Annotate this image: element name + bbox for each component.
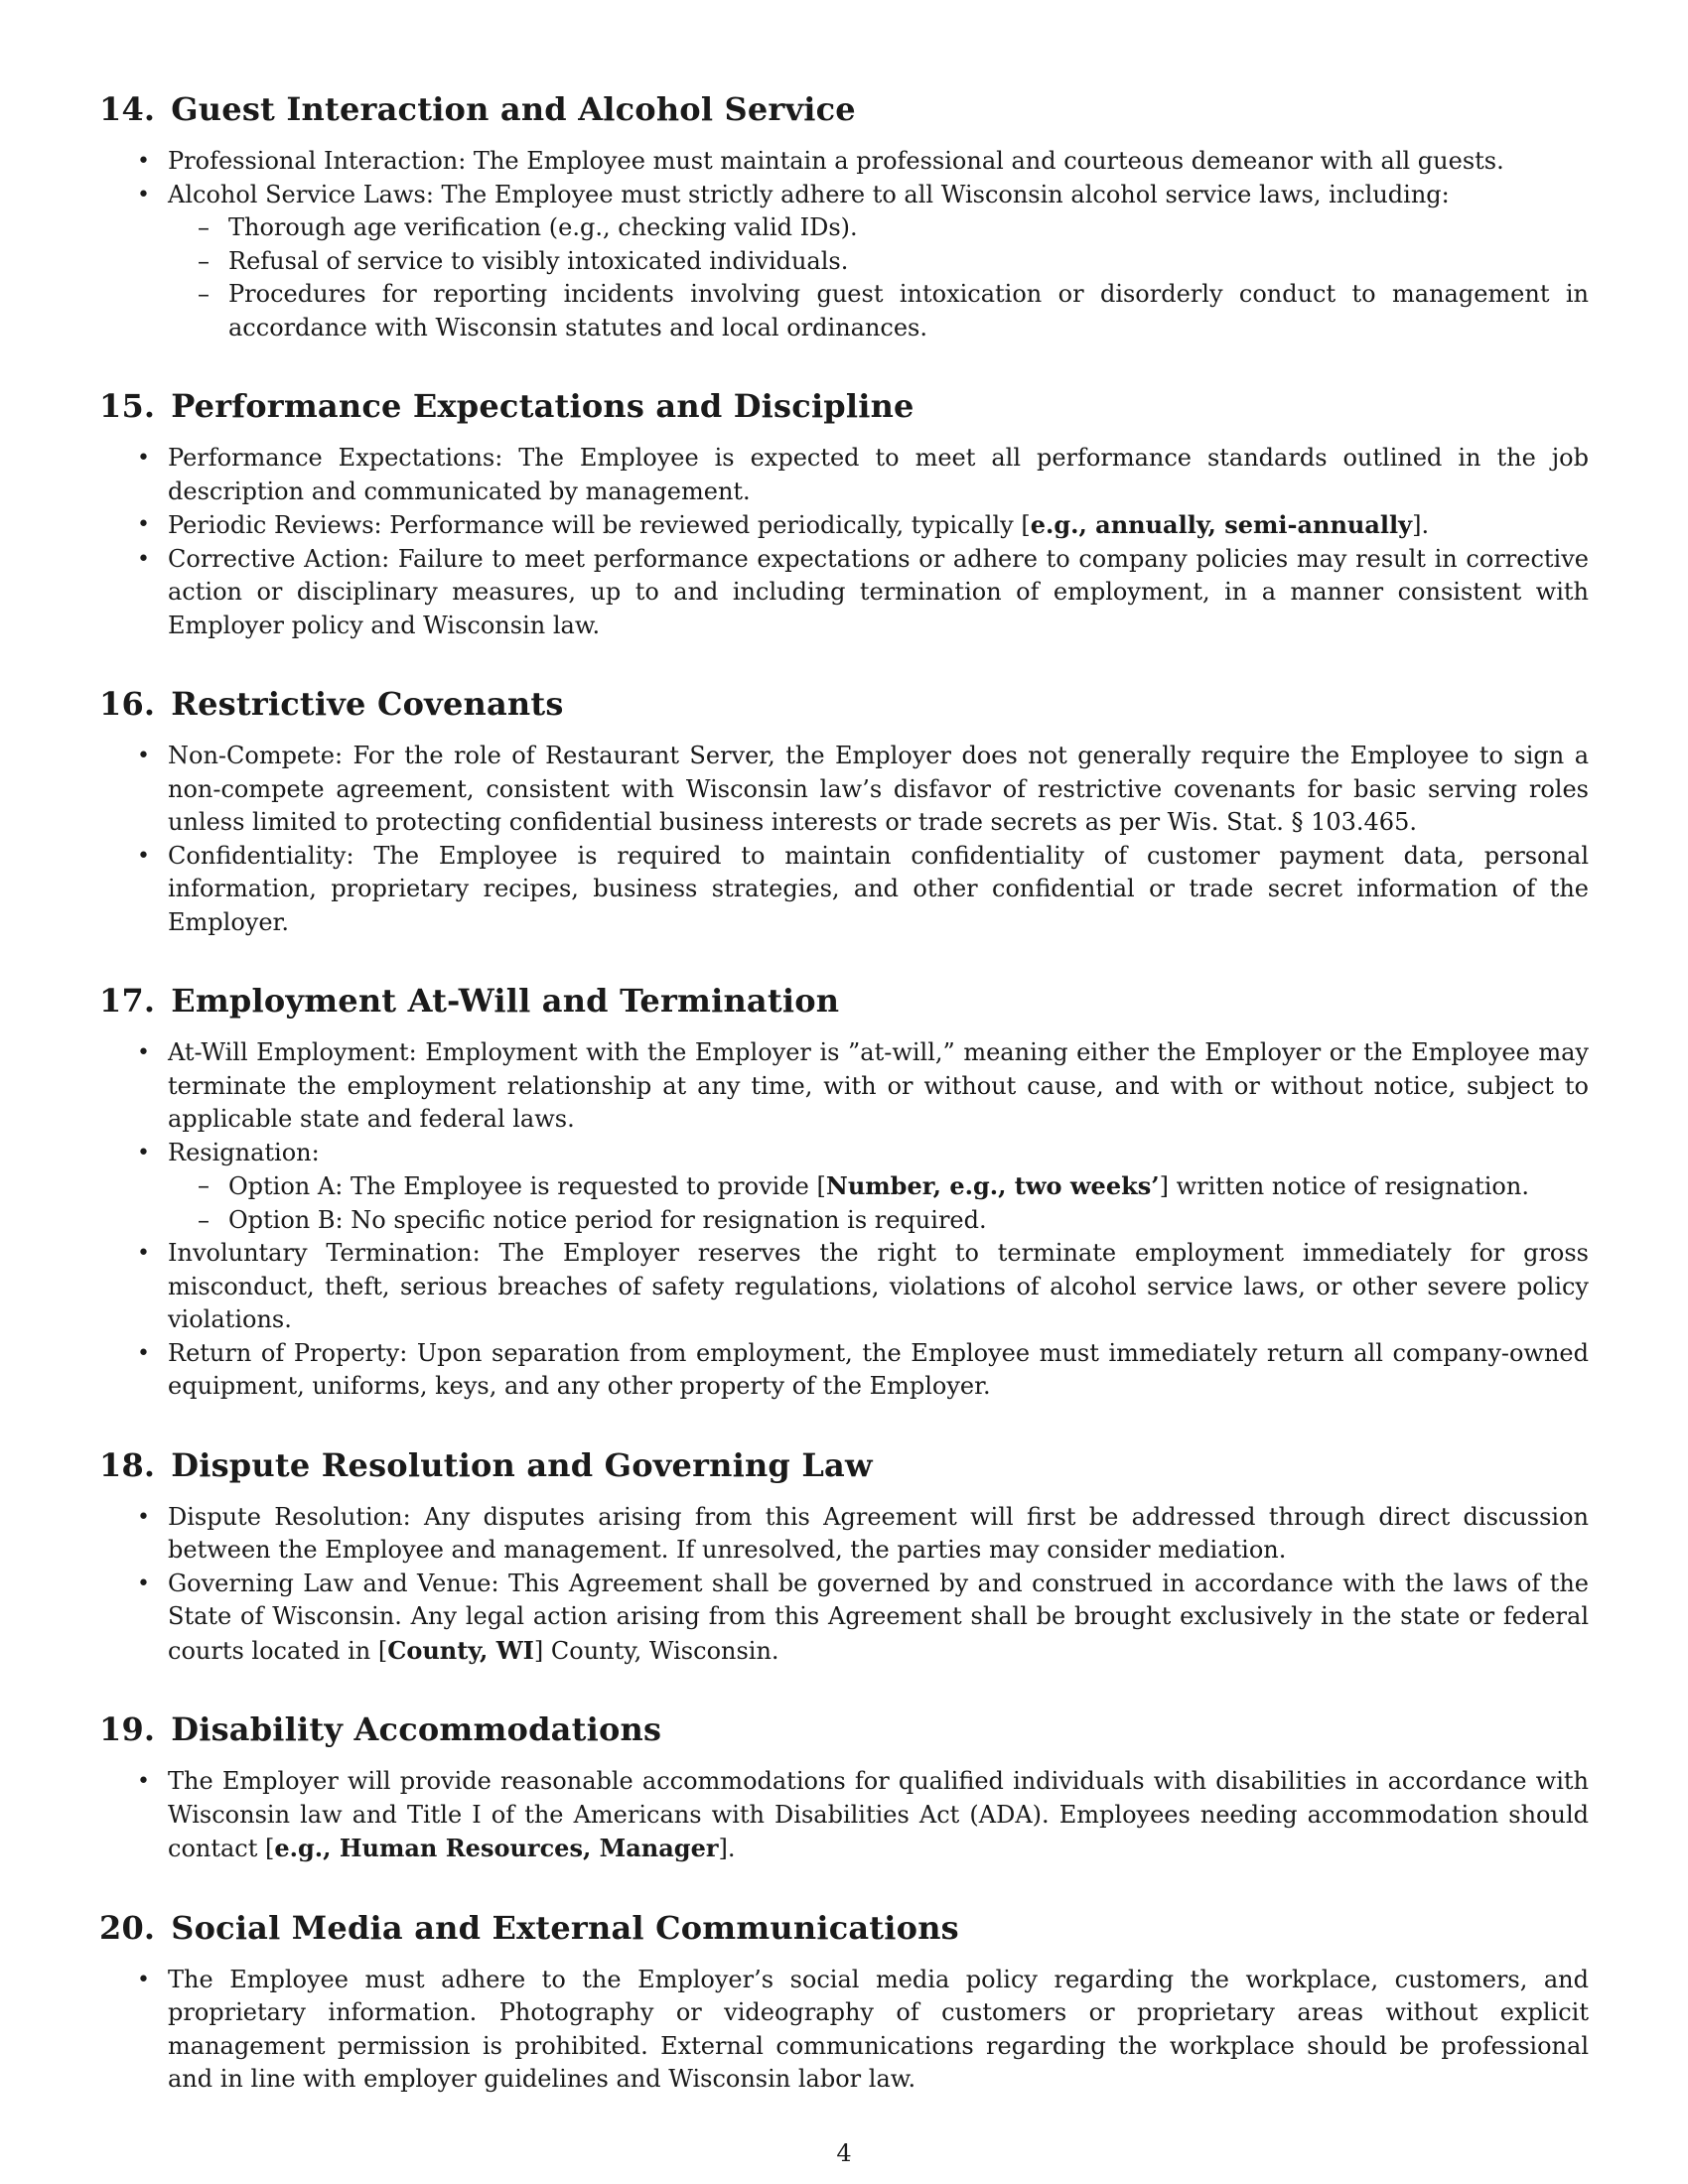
sub-list-item-text: ] written notice of resignation. (1159, 1172, 1529, 1200)
list-item-text: Resignation: (168, 1138, 320, 1166)
list-item-text: The Employer will provide reasonable accommodations for qualified individuals with disabilities in accordance with Wisconsin law and Title I of the Americans with Disabilities Act (ADA). Employees needing accommodation should contact [ (168, 1767, 1589, 1862)
section-title: Guest Interaction and Alcohol Service (171, 90, 856, 128)
section-title: Performance Expectations and Discipline (171, 387, 914, 425)
section-number: 19. (99, 1710, 156, 1748)
bullet-list (99, 1964, 1589, 2097)
list-item-text: Involuntary Termination: The Employer reserves the right to terminate employment immediately for gross misconduct, theft, serious breaches of safety regulations, violations of alcohol service laws, or other severe policy violations. (168, 1239, 1589, 1333)
list-item (99, 1237, 1589, 1337)
sub-list-item (168, 245, 1589, 279)
sub-list-item-text: Procedures for reporting incidents involving guest intoxication or disorderly conduct to management in accordance with Wisconsin statutes and local ordinances. (228, 280, 1589, 341)
section-20-social-media (99, 1906, 1589, 2097)
bullet-icon: • (137, 1967, 150, 1992)
dash-icon: – (198, 213, 210, 241)
list-item (99, 1568, 1589, 1669)
list-item (99, 179, 1589, 345)
section-17-at-will-termination (99, 979, 1589, 1404)
list-item-text: Return of Property: Upon separation from employment, the Employee must immediately return all company-owned equipment, uniforms, keys, and any other property of the Employer. (168, 1338, 1589, 1400)
list-item-text: Alcohol Service Laws: The Employee must strictly adhere to all Wisconsin alcohol service laws, including: (168, 180, 1450, 208)
list-item-text: Non-Compete: For the role of Restaurant Server, the Employer does not generally require the Employee to sign a non-compete agreement, consistent with Wisconsin law’s disfavor of restrictive covenants for basic serving roles unless limited to protecting confidential business interests or trade secrets as per Wis. Stat. § 103.465. (168, 742, 1589, 836)
list-item-text: ]. (1412, 511, 1430, 539)
sub-list-item-text: Option A: The Employee is requested to provide [ (228, 1172, 826, 1200)
list-item (99, 1964, 1589, 2097)
bullet-list (99, 1036, 1589, 1404)
section-number: 15. (99, 387, 156, 425)
bullet-list (99, 145, 1589, 344)
page-number: 4 (836, 2139, 852, 2167)
sub-list-item (168, 1169, 1589, 1204)
section-18-dispute-resolution (99, 1443, 1589, 1669)
sub-list-item (168, 211, 1589, 245)
section-number: 18. (99, 1445, 156, 1484)
list-item (99, 740, 1589, 840)
list-item (99, 1137, 1589, 1238)
bullet-icon: • (137, 149, 150, 174)
sub-list-item-text: Refusal of service to visibly intoxicated individuals. (228, 246, 849, 275)
bullet-list (99, 740, 1589, 939)
bullet-icon: • (137, 1140, 150, 1165)
bullet-list (99, 442, 1589, 642)
section-heading (99, 1707, 1589, 1751)
section-number: 17. (99, 982, 156, 1020)
list-item (99, 1765, 1589, 1866)
section-number: 16. (99, 685, 156, 723)
placeholder-field: e.g., annually, semi-annually (1030, 510, 1413, 539)
section-16-restrictive-covenants (99, 682, 1589, 939)
section-title: Disability Accommodations (171, 1710, 662, 1748)
section-heading (99, 87, 1589, 131)
dash-icon: – (198, 280, 210, 308)
section-heading (99, 1443, 1589, 1487)
section-heading (99, 682, 1589, 726)
list-item-text: Professional Interaction: The Employee must maintain a professional and courteous demeanor with all guests. (168, 147, 1504, 175)
placeholder-field: Number, e.g., two weeks’ (825, 1171, 1160, 1200)
list-item-text: Periodic Reviews: Performance will be reviewed periodically, typically [ (168, 511, 1031, 539)
bullet-icon: • (137, 182, 150, 207)
bullet-icon: • (137, 512, 150, 537)
list-item (99, 442, 1589, 508)
list-item-text: Governing Law and Venue: This Agreement shall be governed by and construed in accordance with the laws of the State of Wisconsin. Any legal action arising from this Agreement shall be brought exclusively in the state or federal courts located in [ (168, 1569, 1589, 1665)
section-14-guest-interaction (99, 87, 1589, 344)
section-heading (99, 979, 1589, 1023)
list-item-text: Dispute Resolution: Any disputes arising from this Agreement will first be addressed through direct discussion between the Employee and management. If unresolved, the parties may consider mediation. (168, 1502, 1589, 1564)
section-heading (99, 384, 1589, 428)
list-item-text: The Employee must adhere to the Employer’s social media policy regarding the workplace, customers, and proprietary information. Photography or videography of customers or proprietary areas without explicit management permission is prohibited. External communications regarding the workplace should be professional and in line with employer guidelines and Wisconsin labor law. (168, 1965, 1589, 2093)
placeholder-field: County, WI (387, 1635, 534, 1665)
dash-icon: – (198, 1171, 210, 1199)
section-number: 20. (99, 1908, 156, 1947)
bullet-icon: • (137, 1040, 150, 1065)
dash-icon: – (198, 1205, 210, 1234)
list-item (99, 1036, 1589, 1137)
section-15-performance (99, 384, 1589, 642)
section-number: 14. (99, 90, 156, 128)
list-item-text: ]. (718, 1835, 736, 1862)
sub-list (168, 211, 1589, 344)
list-item (99, 145, 1589, 179)
section-19-disability-accommodations (99, 1707, 1589, 1866)
bullet-icon: • (137, 843, 150, 869)
list-item (99, 1337, 1589, 1404)
list-item-text: Corrective Action: Failure to meet performance expectations or adhere to company policies may result in corrective action or disciplinary measures, up to and including termination of employment, in a manner consistent with Employer policy and Wisconsin law. (168, 544, 1589, 639)
bullet-icon: • (137, 1570, 150, 1596)
placeholder-field: e.g., Human Resources, Manager (274, 1834, 719, 1862)
sub-list (168, 1169, 1589, 1237)
dash-icon: – (198, 246, 210, 275)
list-item-text: Performance Expectations: The Employee is expected to meet all performance standards outlined in the job description and communicated by management. (168, 444, 1589, 505)
list-item (99, 1501, 1589, 1568)
bullet-icon: • (137, 1340, 150, 1366)
section-title: Employment At-Will and Termination (171, 982, 840, 1020)
section-title: Dispute Resolution and Governing Law (171, 1445, 873, 1484)
section-title: Restrictive Covenants (171, 685, 564, 723)
document-page (99, 87, 1589, 2136)
bullet-list (99, 1765, 1589, 1866)
list-item (99, 543, 1589, 643)
bullet-list (99, 1501, 1589, 1669)
list-item (99, 508, 1589, 543)
bullet-icon: • (137, 546, 150, 572)
sub-list-item-text: Thorough age verification (e.g., checking valid IDs). (228, 213, 858, 241)
bullet-icon: • (137, 1504, 150, 1530)
bullet-icon: • (137, 744, 150, 768)
bullet-icon: • (137, 1769, 150, 1794)
list-item-text: Confidentiality: The Employee is required to maintain confidentiality of customer payment data, personal information, proprietary recipes, business strategies, and other confidential or trade secret information of the Employer. (168, 841, 1589, 936)
list-item-text: At-Will Employment: Employment with the Employer is ”at-will,” meaning either the Employer or the Employee may terminate the employment relationship at any time, with or without cause, and with or without notice, subject to applicable state and federal laws. (168, 1038, 1589, 1133)
section-title: Social Media and External Communications (171, 1908, 959, 1947)
bullet-icon: • (137, 1241, 150, 1266)
section-heading (99, 1906, 1589, 1950)
sub-list-item (168, 1204, 1589, 1238)
bullet-icon: • (137, 446, 150, 471)
sub-list-item (168, 278, 1589, 344)
list-item (99, 840, 1589, 940)
sub-list-item-text: Option B: No specific notice period for resignation is required. (228, 1205, 987, 1234)
list-item-text: ] County, Wisconsin. (533, 1636, 779, 1665)
